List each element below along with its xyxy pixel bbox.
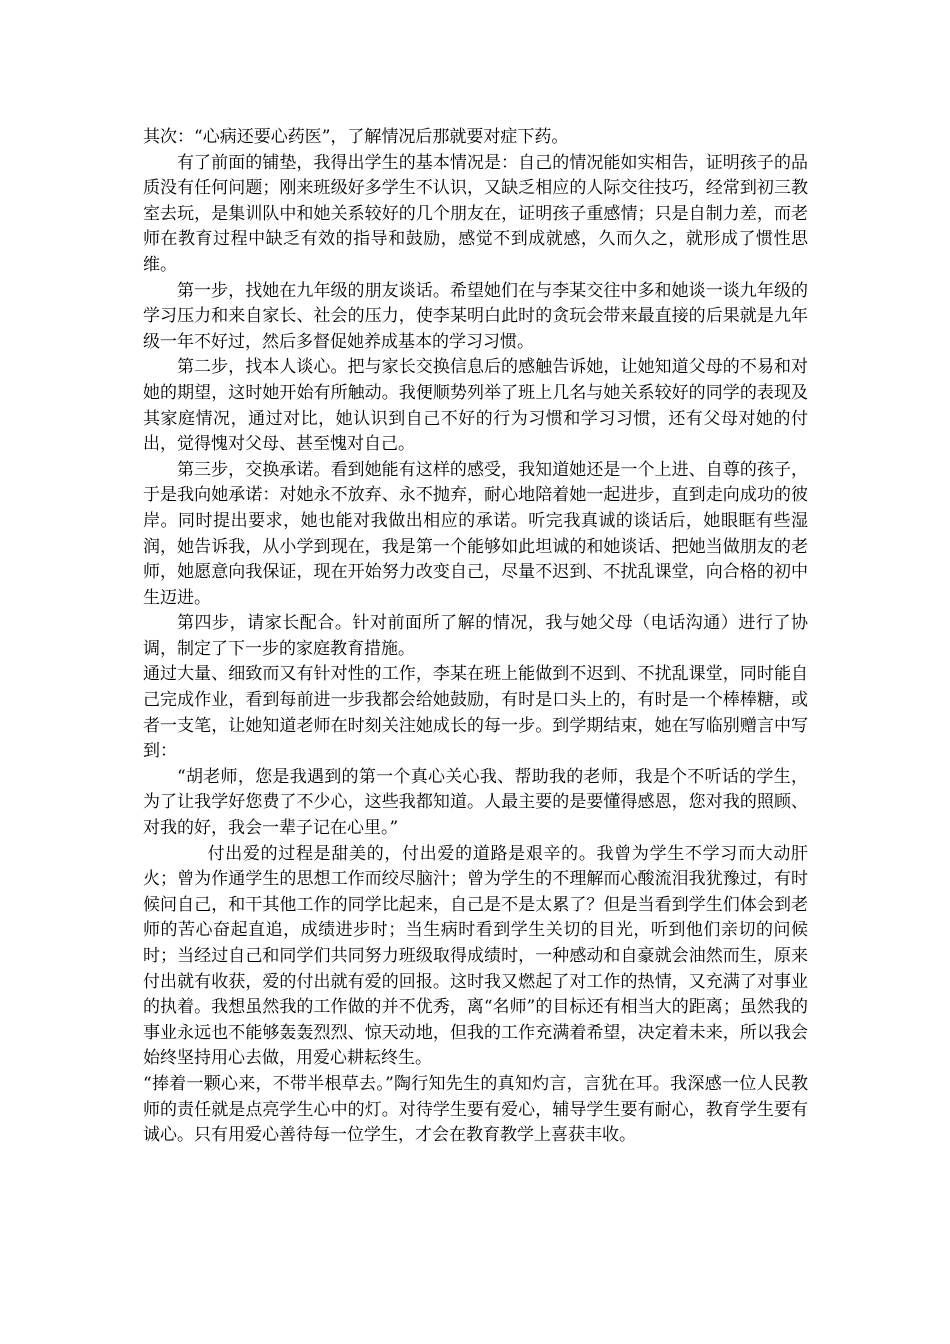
paragraph-result: 通过大量、细致而又有针对性的工作，李某在班上能做到不迟到、不扰乱课堂，同时能自己完成作业，看到每前进一步我都会给她鼓励，有时是口头上的，有时是一个棒棒糖，或者一支笔，让她知道老师在时刻关注她成长的每一步。到学期结束，她在写临别赠言中写到：: [143, 664, 808, 762]
paragraph-reflection: 付出爱的过程是甜美的，付出爱的道路是艰辛的。我曾为学生不学习而大动肝火；曾为作通学生的思想工作而绞尽脑汁；曾为学生的不理解而心酸流泪我犹豫过，有时候问自己，和干其他工作的同学比起来，自己是不是太累了？但是当看到学生们体会到老师的苦心奋起直追，成绩进步时；当生病时看到学生关切的目光，听到他们亲切的问候时；当经过自己和同学们共同努力班级取得成绩时，一种感动和自豪就会油然而生，原来付出就有收获，爱的付出就有爱的回报。这时我又燃起了对工作的热情，又充满了对事业的执着。我想虽然我的工作做的并不优秀，离“名师”的目标还有相当大的距离；虽然我的事业永远也不能够轰轰烈烈、惊天动地，但我的工作充满着希望，决定着未来，所以我会始终坚持用心去做，用爱心耕耘终生。: [143, 843, 808, 1069]
paragraph-step-3: 第三步，交换承诺。看到她能有这样的感受，我知道她还是一个上进、自尊的孩子，于是我向她承诺：对她永不放弃、永不抛弃，耐心地陪着她一起进步，直到走向成功的彼岸。同时提出要求，她也能对我做出相应的承诺。听完我真诚的谈话后，她眼眶有些湿润，她告诉我，从小学到现在，我是第一个能够如此坦诚的和她谈话、把她当做朋友的老师，她愿意向我保证，现在开始努力改变自己，尽量不迟到、不扰乱课堂，向合格的初中生迈进。: [143, 459, 808, 608]
paragraph-quote: “胡老师，您是我遇到的第一个真心关心我、帮助我的老师，我是个不听话的学生，为了让我学好您费了不少心，这些我都知道。人最主要的是要懂得感恩，您对我的照顾、对我的好，我会一辈子记在心里。”: [143, 766, 808, 839]
paragraph-step-2: 第二步，找本人谈心。把与家长交换信息后的感触告诉她，让她知道父母的不易和对她的期望，这时她开始有所触动。我便顺势列举了班上几名与她关系较好的同学的表现及其家庭情况，通过对比，她认识到自己不好的行为习惯和学习习惯，还有父母对她的付出，觉得愧对父母、甚至愧对自己。: [143, 357, 808, 455]
document-body: [143, 125, 808, 1149]
paragraph-situation: 有了前面的铺垫，我得出学生的基本情况是：自己的情况能如实相告，证明孩子的品质没有任何问题；刚来班级好多学生不认识，又缺乏相应的人际交往技巧，经常到初三教室去玩，是集训队中和她关系较好的几个朋友在，证明孩子重感情；只是自制力差，而老师在教育过程中缺乏有效的指导和鼓励，感觉不到成就感，久而久之，就形成了惯性思维。: [143, 152, 808, 275]
paragraph-conclusion: “捧着一颗心来，不带半根草去。”陶行知先生的真知灼言，言犹在耳。我深感一位人民教师的责任就是点亮学生心中的灯。对待学生要有爱心，辅导学生要有耐心，教育学生要有诚心。只有用爱心善待每一位学生，才会在教育教学上喜获丰收。: [143, 1073, 808, 1146]
paragraph-step-1: 第一步，找她在九年级的朋友谈话。希望她们在与李某交往中多和她谈一谈九年级的学习压力和来自家长、社会的压力，使李某明白此时的贪玩会带来最直接的后果就是九年级一年不好过，然后多督促她养成基本的学习习惯。: [143, 280, 808, 352]
paragraph-intro: 其次：“心病还要心药医”，了解情况后那就要对症下药。: [143, 127, 569, 147]
paragraph-step-4: 第四步，请家长配合。针对前面所了解的情况，我与她父母（电话沟通）进行了协调，制定了下一步的家庭教育措施。: [143, 613, 808, 659]
